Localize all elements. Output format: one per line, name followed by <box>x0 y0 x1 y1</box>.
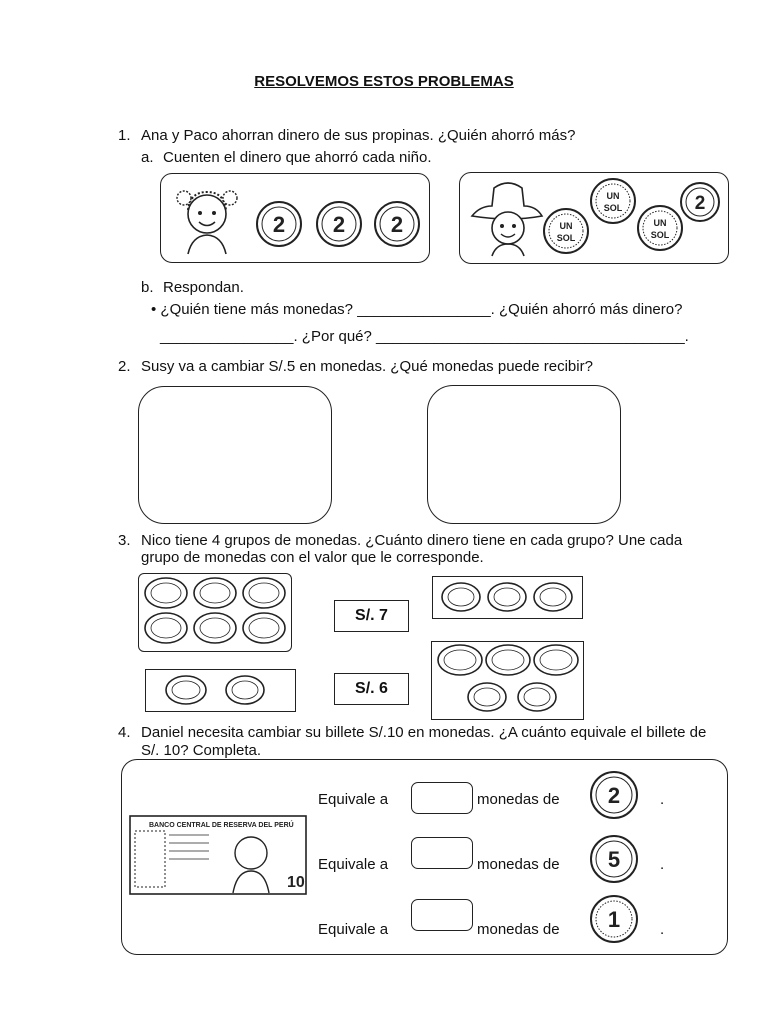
coin-one-sol-3 <box>637 203 683 253</box>
coin-value: 2 <box>272 212 286 237</box>
bill-header: BANCO CENTRAL DE RESERVA DEL PERÚ <box>149 822 294 829</box>
svg-text:SOL: SOL <box>556 233 576 243</box>
q3-text-line2: grupo de monedas con el valor que le corresponde. <box>141 549 484 566</box>
coin-value: 2 <box>332 212 346 237</box>
row-end-1: . <box>660 791 665 808</box>
value-box-6[interactable]: S/. 6 <box>334 673 409 705</box>
svg-text:UN: UN <box>559 221 573 231</box>
svg-text:2: 2 <box>694 193 706 214</box>
q1b-text: Respondan. <box>163 279 244 296</box>
answer-input-3[interactable] <box>411 899 473 931</box>
coin-one-sol-1 <box>543 206 589 256</box>
ten-soles-bill <box>129 815 307 895</box>
answer-box-2[interactable] <box>427 385 621 524</box>
q3-number: 3. <box>118 532 131 549</box>
svg-text:SOL: SOL <box>603 203 623 213</box>
svg-text:5: 5 <box>607 847 621 872</box>
svg-text:2: 2 <box>607 783 621 808</box>
q1b-label: b. <box>141 279 154 296</box>
equivale-label-3: Equivale a <box>318 921 389 938</box>
svg-text:UN: UN <box>606 191 620 201</box>
svg-text:UN: UN <box>653 218 667 228</box>
coin-two-soles-icon <box>589 770 639 820</box>
q1b-line2: ________________. ¿Por qué? _____________________________________. <box>160 328 689 345</box>
q4-number: 4. <box>118 724 131 741</box>
coin-group-d-coins <box>435 643 581 717</box>
coin-one-sol-icon <box>589 894 639 944</box>
monedas-label-2: monedas de <box>477 856 560 873</box>
coin-two-soles-1 <box>256 199 302 249</box>
value-box-7[interactable]: S/. 7 <box>334 600 409 632</box>
q3-text-line1: Nico tiene 4 grupos de monedas. ¿Cuánto dinero tiene en cada grupo? Une cada <box>141 532 683 549</box>
q1b-line1: • ¿Quién tiene más monedas? ________________. ¿Quién ahorró más dinero? <box>151 301 683 318</box>
q1a-text: Cuenten el dinero que ahorró cada niño. <box>163 149 432 166</box>
monedas-label-3: monedas de <box>477 921 560 938</box>
coin-two-soles-3 <box>374 199 420 249</box>
answer-input-1[interactable] <box>411 782 473 814</box>
svg-text:1: 1 <box>607 907 621 932</box>
q1a-label: a. <box>141 149 154 166</box>
bill-value: 10 <box>287 874 305 891</box>
page-title: RESOLVEMOS ESTOS PROBLEMAS <box>254 73 514 90</box>
q2-number: 2. <box>118 358 131 375</box>
coin-one-sol <box>145 578 285 643</box>
coin-group-b-coins <box>436 579 578 615</box>
coin-group-c-coins <box>150 672 290 708</box>
coin-one-sol-2 <box>590 176 636 226</box>
svg-text:SOL: SOL <box>650 230 670 240</box>
coin-two-soles-2 <box>316 199 362 249</box>
monedas-label-1: monedas de <box>477 791 560 808</box>
coin-two-soles-paco <box>680 180 720 224</box>
equivale-label-1: Equivale a <box>318 791 389 808</box>
answer-input-2[interactable] <box>411 837 473 869</box>
row-end-3: . <box>660 921 665 938</box>
q1-number: 1. <box>118 127 131 144</box>
q1-text: Ana y Paco ahorran dinero de sus propinas. ¿Quién ahorró más? <box>141 127 576 144</box>
answer-box-1[interactable] <box>138 386 332 524</box>
coin-value: 2 <box>390 212 404 237</box>
girl-illustration <box>172 180 242 256</box>
row-end-2: . <box>660 856 665 873</box>
coin-group-a-coins <box>142 576 288 648</box>
q4-text-line2: S/. 10? Completa. <box>141 742 262 759</box>
q2-text: Susy va a cambiar S/.5 en monedas. ¿Qué monedas puede recibir? <box>141 358 593 375</box>
boy-illustration <box>470 176 544 256</box>
q4-text-line1: Daniel necesita cambiar su billete S/.10 en monedas. ¿A cuánto equivale el billete de <box>141 724 707 741</box>
equivale-label-2: Equivale a <box>318 856 389 873</box>
coin-five-soles-icon <box>589 834 639 884</box>
